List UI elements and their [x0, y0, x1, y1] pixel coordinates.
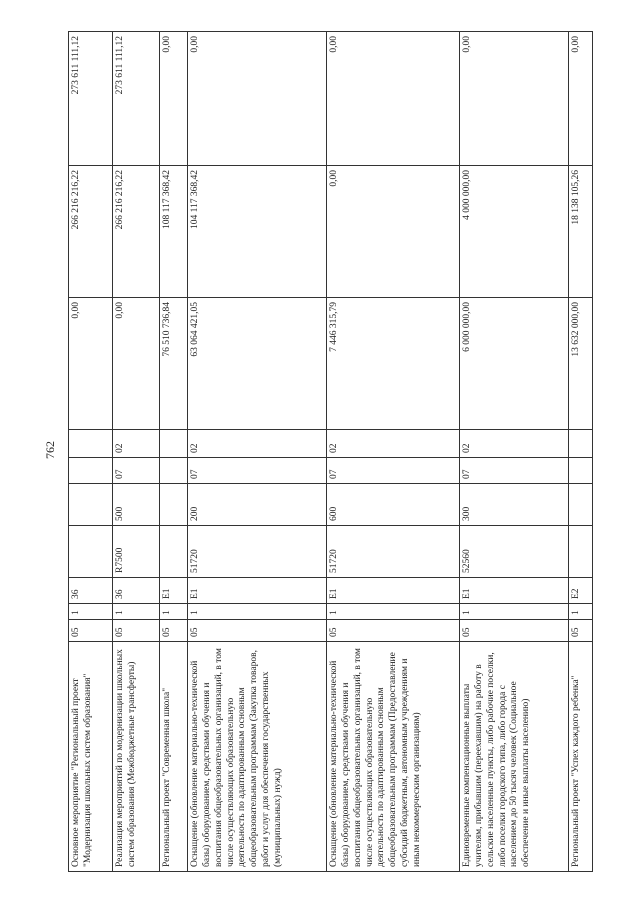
value-1: 13 632 000,00 — [568, 298, 592, 430]
value-2: 266 216 216,22 — [113, 166, 159, 298]
code-om: 36 — [69, 578, 113, 604]
code-gp: 05 — [459, 620, 568, 642]
table-row — [326, 32, 459, 872]
code-gp: 05 — [159, 620, 187, 642]
code-pp: 1 — [459, 604, 568, 620]
code-direction: 51720 — [326, 526, 459, 578]
code-gp: 05 — [69, 620, 113, 642]
code-rz — [159, 458, 187, 484]
value-2: 266 216 216,22 — [69, 166, 113, 298]
code-gp: 05 — [568, 620, 592, 642]
code-pp: 1 — [113, 604, 159, 620]
code-vr — [568, 484, 592, 526]
code-direction: R7500 — [113, 526, 159, 578]
code-direction — [159, 526, 187, 578]
row-name: Оснащение (обновление материально-технической базы) оборудованием, средствами обучения и воспитания общеобразовательных организаций, в том числе осуществляющих образовательную деятельность по адаптированным основным общеобразовательным программам (Предоставление субсидий бюджетным, автономным учреждениям и иным некоммерческим организациям) — [326, 642, 459, 872]
budget-table — [68, 31, 593, 872]
code-gp: 05 — [113, 620, 159, 642]
code-om: E1 — [326, 578, 459, 604]
value-3: 273 611 111,12 — [113, 32, 159, 166]
table-row — [568, 32, 592, 872]
value-2: 4 000 000,00 — [459, 166, 568, 298]
row-name: Оснащение (обновление материально-технической базы) оборудованием, средствами обучения и воспитания общеобразовательных организаций, в том числе осуществляющих образовательную деятельность по адаптированным основным общеобразовательным программам (Закупка товаров, работ и услуг для обеспечения государственных (муниципальных) нужд) — [187, 642, 326, 872]
value-1: 7 446 315,79 — [326, 298, 459, 430]
code-gp: 05 — [187, 620, 326, 642]
code-rz: 07 — [326, 458, 459, 484]
code-rz: 07 — [459, 458, 568, 484]
code-pr — [69, 430, 113, 458]
row-name: Региональный проект "Успех каждого ребенка" — [568, 642, 592, 872]
table-row — [113, 32, 159, 872]
code-rz — [69, 458, 113, 484]
value-1: 0,00 — [113, 298, 159, 430]
code-vr: 500 — [113, 484, 159, 526]
code-vr: 600 — [326, 484, 459, 526]
code-pr — [159, 430, 187, 458]
code-pp: 1 — [187, 604, 326, 620]
code-pr: 02 — [187, 430, 326, 458]
code-om: E1 — [459, 578, 568, 604]
value-3: 0,00 — [326, 32, 459, 166]
code-pp: 1 — [568, 604, 592, 620]
value-2: 18 138 105,26 — [568, 166, 592, 298]
table-row — [159, 32, 187, 872]
row-name: Реализация мероприятий по модернизации школьных систем образования (Межбюджетные трансферты) — [113, 642, 159, 872]
code-direction: 51720 — [187, 526, 326, 578]
value-2: 0,00 — [326, 166, 459, 298]
code-direction — [69, 526, 113, 578]
code-rz — [568, 458, 592, 484]
code-direction — [568, 526, 592, 578]
code-om: E1 — [159, 578, 187, 604]
value-3: 273 611 111,12 — [69, 32, 113, 166]
page-number: 762 — [43, 441, 57, 459]
value-3: 0,00 — [459, 32, 568, 166]
code-vr — [159, 484, 187, 526]
code-om: 36 — [113, 578, 159, 604]
value-1: 63 064 421,05 — [187, 298, 326, 430]
code-om: E1 — [187, 578, 326, 604]
code-rz: 07 — [187, 458, 326, 484]
table-row — [69, 32, 113, 872]
row-name: Региональный проект "Современная школа" — [159, 642, 187, 872]
code-gp: 05 — [326, 620, 459, 642]
code-pr: 02 — [459, 430, 568, 458]
value-3: 0,00 — [187, 32, 326, 166]
value-2: 108 117 368,42 — [159, 166, 187, 298]
code-om: E2 — [568, 578, 592, 604]
code-pp: 1 — [326, 604, 459, 620]
value-3: 0,00 — [568, 32, 592, 166]
table-row — [459, 32, 568, 872]
code-pp: 1 — [159, 604, 187, 620]
value-2: 104 117 368,42 — [187, 166, 326, 298]
value-1: 76 510 736,84 — [159, 298, 187, 430]
code-vr: 300 — [459, 484, 568, 526]
rotated-page-content — [68, 32, 593, 872]
code-pr — [568, 430, 592, 458]
code-vr — [69, 484, 113, 526]
table-row — [187, 32, 326, 872]
value-3: 0,00 — [159, 32, 187, 166]
value-1: 0,00 — [69, 298, 113, 430]
code-vr: 200 — [187, 484, 326, 526]
row-name: Единовременные компенсационные выплаты учителям, прибывшим (переехавшим) на работу в сельские населенные пункты, либо рабочие поселки, либо поселки городского типа, либо города с населением до 50 тысяч человек (Социальное обеспечение и иные выплаты населению) — [459, 642, 568, 872]
code-pr: 02 — [326, 430, 459, 458]
row-name: Основное мероприятие "Региональный проект "Модернизация школьных систем образования" — [69, 642, 113, 872]
value-1: 6 000 000,00 — [459, 298, 568, 430]
code-pp: 1 — [69, 604, 113, 620]
code-direction: 52560 — [459, 526, 568, 578]
code-rz: 07 — [113, 458, 159, 484]
code-pr: 02 — [113, 430, 159, 458]
